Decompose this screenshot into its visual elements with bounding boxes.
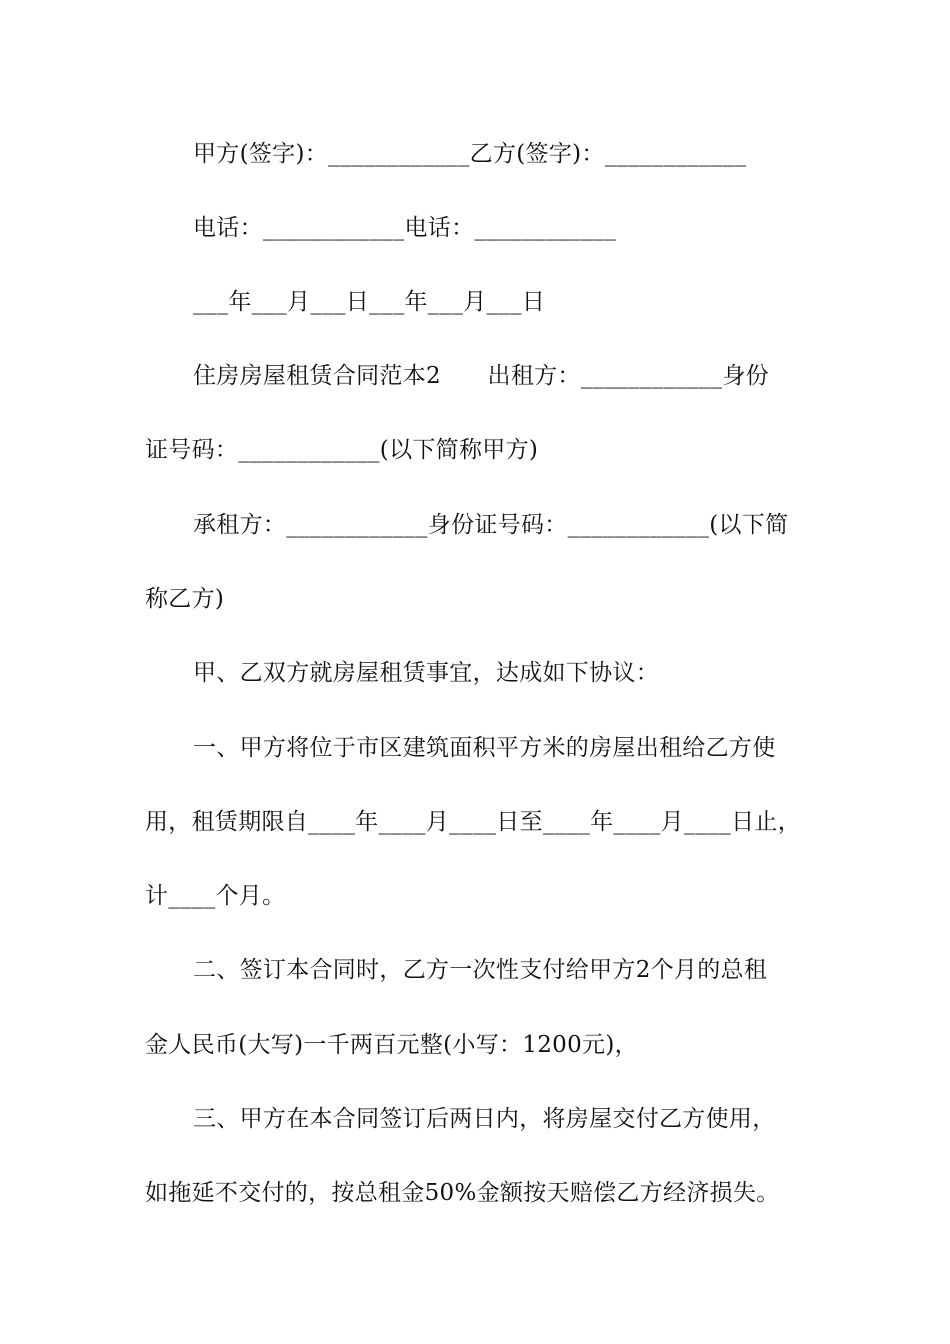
clause-3-line-1: 三、甲方在本合同签订后两日内，将房屋交付乙方使用， [193, 1106, 776, 1132]
agreement-intro: 甲、乙双方就房屋租赁事宜，达成如下协议： [193, 660, 659, 686]
contract-title-line: 住房房屋租赁合同范本2 出租方：____________身份 [193, 363, 769, 389]
clause-1-line-2: 用，租赁期限自____年____月____日至____年____月____日止， [145, 809, 801, 835]
clause-2-line-1: 二、签订本合同时，乙方一次性支付给甲方2个月的总租 [193, 957, 768, 983]
clause-2-line-2: 金人民币(大写)一千两百元整(小写：1200元)， [145, 1032, 638, 1058]
clause-1-line-1: 一、甲方将位于市区建筑面积平方米的房屋出租给乙方使 [193, 735, 776, 761]
lessee-line-continued: 称乙方) [145, 586, 225, 612]
clause-3-line-2: 如拖延不交付的，按总租金50%金额按天赔偿乙方经济损失。 [145, 1180, 780, 1206]
signature-line: 甲方(签字)：____________乙方(签字)：____________ [193, 141, 747, 167]
lessor-id-line: 证号码：____________(以下简称甲方) [145, 437, 539, 463]
date-line: ___年___月___日___年___月___日 [193, 289, 546, 315]
lessee-line: 承租方：____________身份证号码：____________(以下简 [193, 512, 789, 538]
phone-line: 电话：____________电话：____________ [193, 215, 616, 241]
clause-1-line-3: 计____个月。 [145, 883, 286, 909]
